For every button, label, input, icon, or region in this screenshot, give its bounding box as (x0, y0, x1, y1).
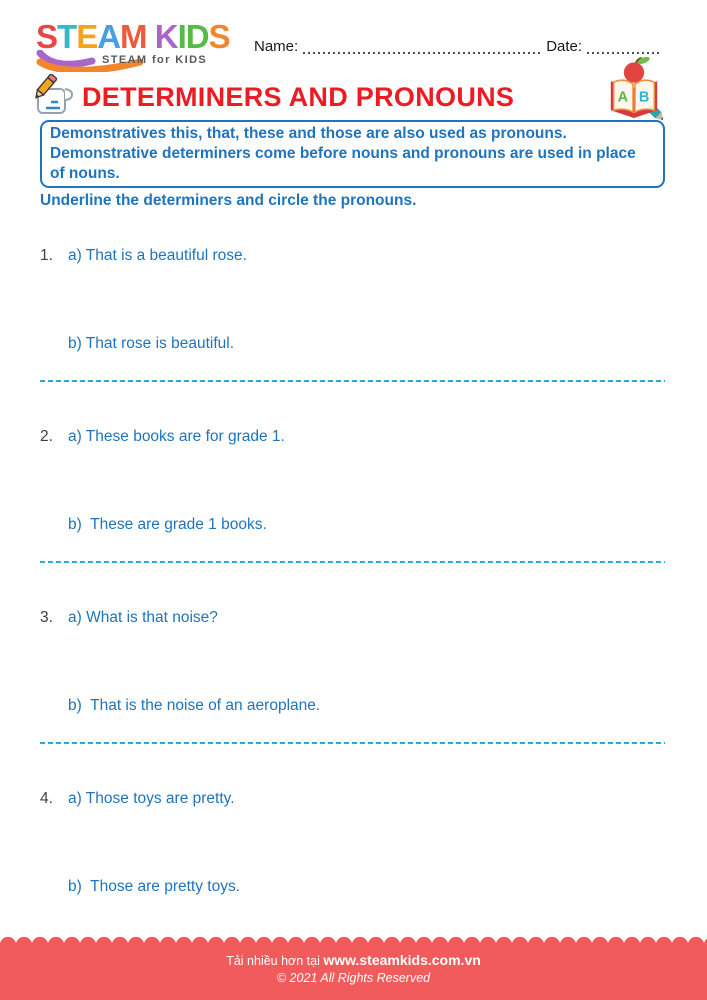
logo-letter: M (120, 18, 147, 55)
svg-text:A: A (617, 89, 629, 106)
exercise-1b (68, 334, 234, 353)
sentence-text: b) That is the noise of an aeroplane. (68, 697, 321, 714)
footer (0, 945, 707, 1000)
footer-scallop-edge (0, 936, 707, 945)
footer-download-line (0, 952, 707, 968)
exercise-number: 3. (40, 609, 53, 626)
dashed-separator (40, 561, 665, 563)
dashed-separator (40, 380, 665, 382)
name-fill-line (303, 52, 541, 54)
sentence-text: b) That rose is beautiful. (68, 335, 234, 352)
logo-letter: E (76, 18, 98, 55)
exercise-1a (40, 246, 247, 265)
exercise-number: 2. (40, 428, 53, 445)
sentence-text: b) Those are pretty toys. (68, 878, 241, 895)
footer-site-url: www.steamkids.com.vn (323, 952, 481, 968)
definition-line-1: Demonstratives this, that, these and those are also used as pronouns. (50, 125, 567, 142)
footer-download-prefix: Tải nhiều hơn tại (226, 954, 324, 968)
date-fill-line (587, 52, 659, 54)
definition-box (40, 120, 665, 188)
title-row (30, 74, 514, 120)
pencil-scroll-icon (30, 74, 76, 120)
definition-line-2: Demonstrative determiners come before nouns and pronouns are used in place (50, 145, 636, 162)
svg-text:B: B (638, 89, 650, 106)
logo-letters (36, 20, 248, 54)
definition-line-3: of nouns. (50, 165, 120, 182)
exercise-number: 1. (40, 247, 53, 264)
logo-letter: T (57, 18, 77, 55)
page-title: DETERMINERS AND PRONOUNS (82, 81, 515, 112)
logo-letter: I (177, 18, 186, 55)
logo-tagline: STEAM for KIDS (102, 54, 208, 66)
logo-letter: K (154, 18, 178, 55)
instruction-text: Underline the determiners and circle the pronouns. (40, 192, 417, 209)
exercise-2b (68, 515, 267, 534)
sentence-text: b) These are grade 1 books. (68, 516, 267, 533)
logo-letter: S (36, 18, 58, 55)
exercise-4b (68, 877, 240, 896)
logo-letter: D (185, 18, 209, 55)
logo-letter: A (97, 18, 121, 55)
exercise-2a (40, 427, 285, 446)
sentence-text: a) What is that noise? (68, 609, 218, 626)
exercise-3b (68, 696, 320, 715)
dashed-separator (40, 742, 665, 744)
sentence-text: a) These books are for grade 1. (68, 428, 285, 445)
steam-kids-logo (36, 20, 248, 76)
date-label: Date: (546, 38, 583, 55)
sentence-text: a) Those toys are pretty. (68, 790, 235, 807)
exercise-4a (40, 789, 235, 808)
footer-copyright: © 2021 All Rights Reserved (276, 971, 431, 985)
logo-letter: S (208, 18, 230, 55)
name-label: Name: (254, 38, 299, 55)
exercise-number: 4. (40, 790, 53, 807)
exercise-3a (40, 608, 218, 627)
book-apple-pencil-icon (605, 56, 663, 120)
name-date-row (254, 38, 664, 56)
sentence-text: a) That is a beautiful rose. (68, 247, 247, 264)
